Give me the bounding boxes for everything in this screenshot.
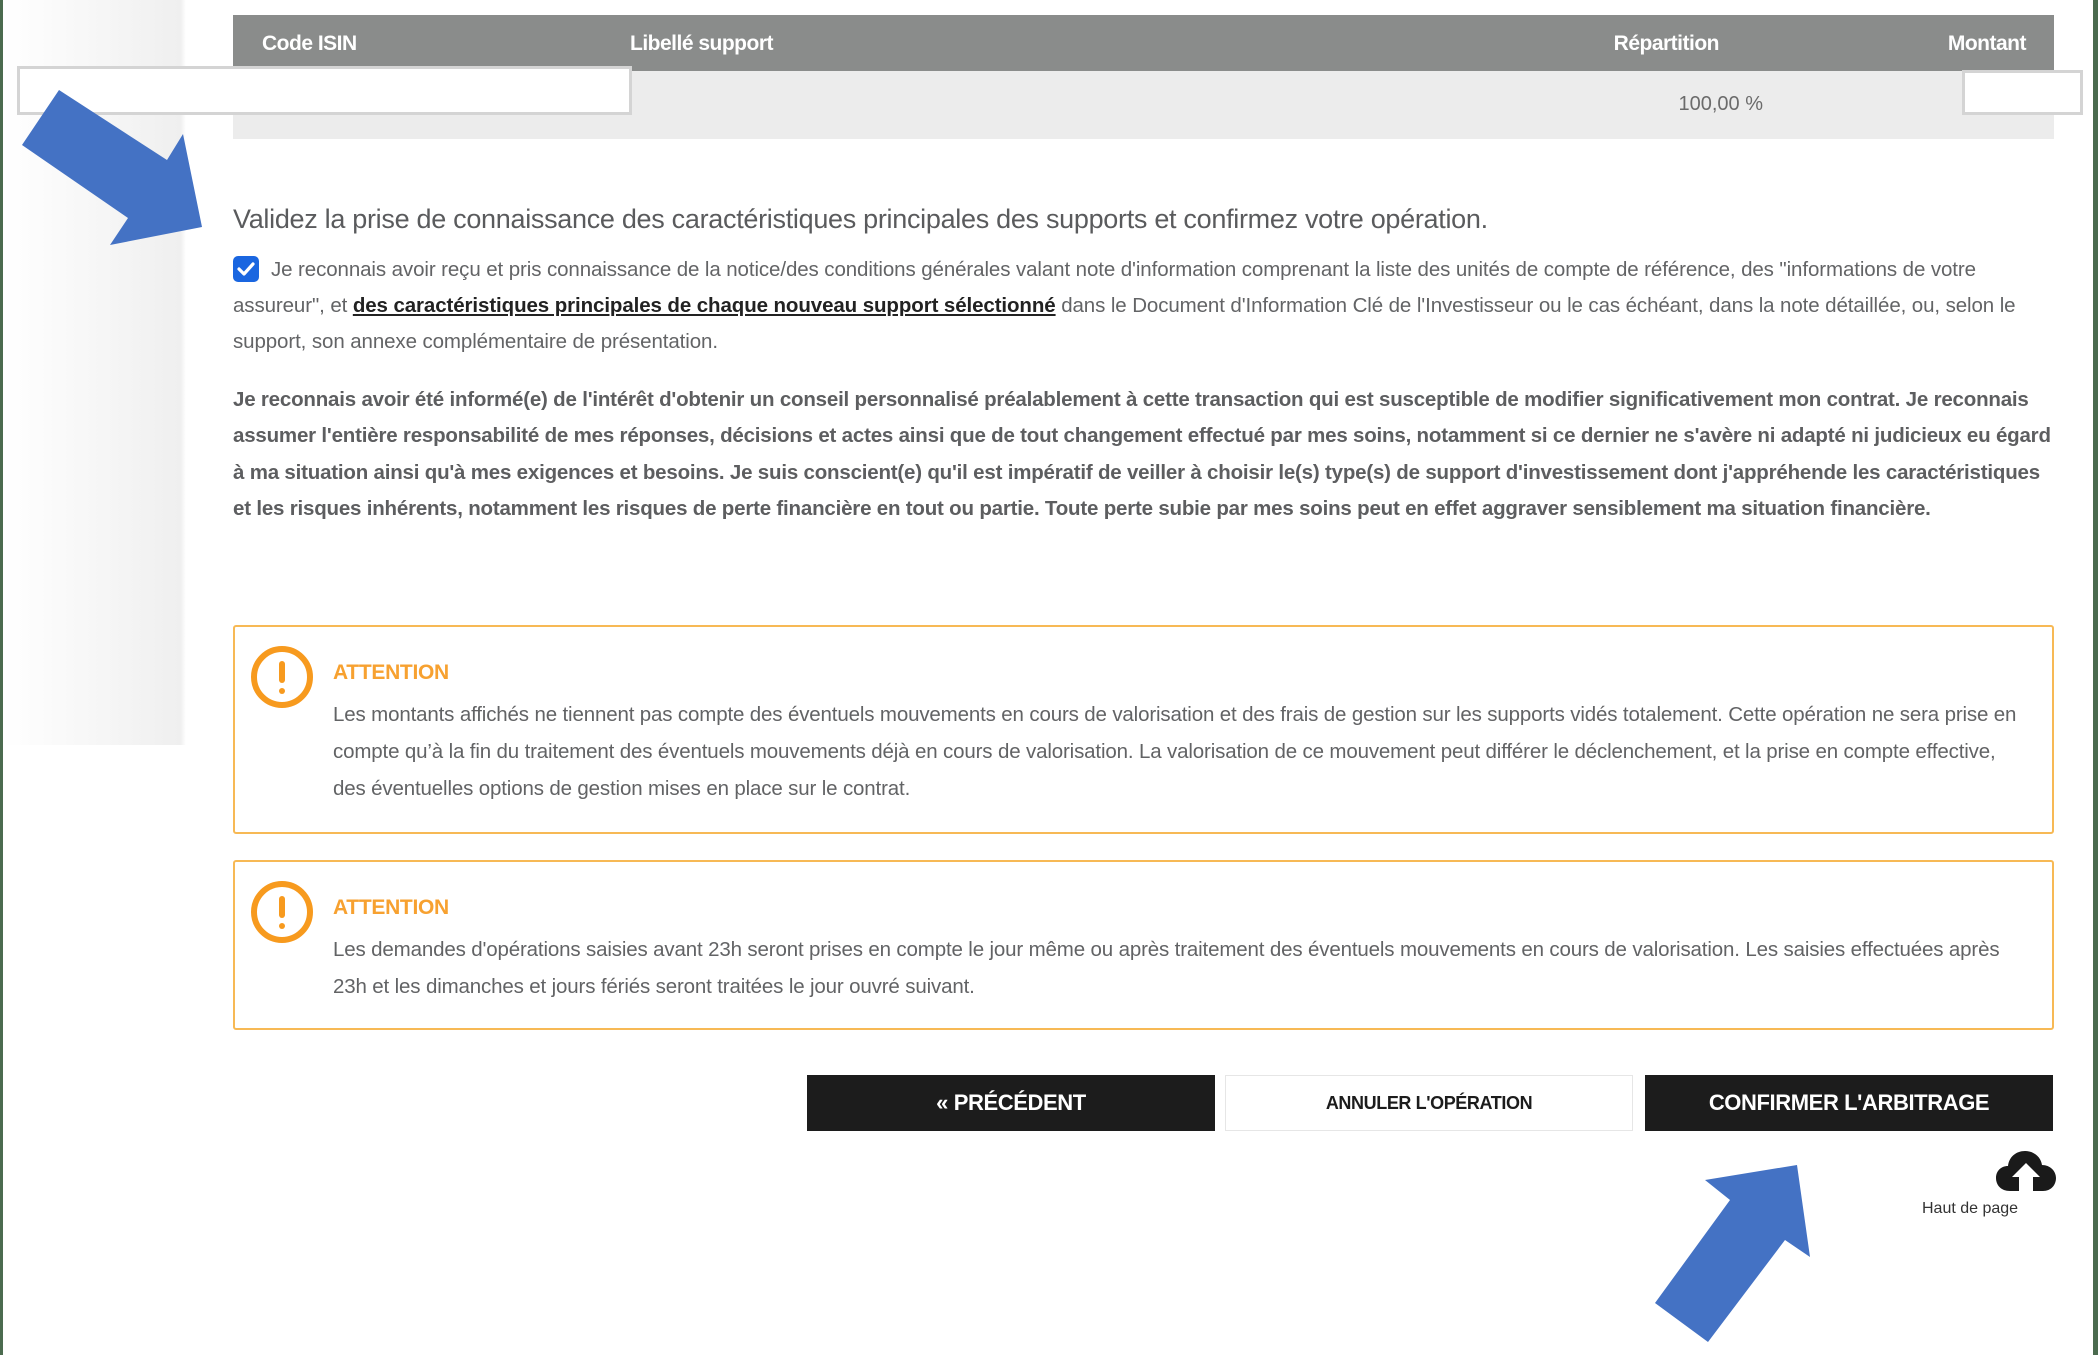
column-header-isin: Code ISIN <box>262 32 357 55</box>
annotation-arrow-down-right-icon <box>0 70 220 260</box>
exclamation-circle-icon <box>251 881 313 943</box>
column-header-montant: Montant <box>1947 32 2026 55</box>
window-frame-right <box>2093 0 2098 1355</box>
checkmark-icon <box>237 261 255 277</box>
cancel-operation-button[interactable]: ANNULER L'OPÉRATION <box>1225 1075 1633 1131</box>
attention-alert-2 <box>233 860 2054 1030</box>
exclamation-circle-icon <box>251 646 313 708</box>
acknowledgement-text-start: Je reconnais avoir reçu et pris connaissance de la notice/des conditions générales valant note d'information comprenant la liste des unités de compte de référence, des "informations de votre assureur", et <box>233 258 1976 317</box>
cloud-upload-icon <box>1996 1149 2056 1193</box>
responsibility-statement: Je reconnais avoir été informé(e) de l'intérêt d'obtenir un conseil personnalisé préalablement à cette transaction qui est susceptible de modifier significativement mon contrat. Je reconnais assumer l'entière responsabilité de mes réponses, décisions et actes ainsi que de tout changement effectué par mes soins, notamment si ce dernier ne s'avère ni adapté ni judicieux eu égard à ma situation ainsi qu'à mes exigences et besoins. Je suis conscient(e) qu'il est impératif de veiller à choisir le(s) type(s) de support d'investissement dont j'appréhende les caractéristiques et les risques inhérents, notamment les risques de perte financière en tout ou partie. Toute perte subie par mes soins peut en effet aggraver sensiblement ma situation financière. <box>233 388 2051 520</box>
confirm-arbitrage-button[interactable]: CONFIRMER L'ARBITRAGE <box>1645 1075 2053 1131</box>
acknowledgement-checkbox[interactable] <box>233 256 259 282</box>
montant-input[interactable] <box>1962 70 2083 115</box>
back-to-top-label: Haut de page <box>1922 1200 2019 1217</box>
alert-title: ATTENTION <box>333 896 449 919</box>
table-header <box>233 15 2054 71</box>
alert-title: ATTENTION <box>333 661 449 684</box>
acknowledgement-block <box>233 252 2063 360</box>
back-to-top-link[interactable] <box>1910 1145 2040 1225</box>
validation-title: Validez la prise de connaissance des caractéristiques principales des supports et confirmez votre opération. <box>233 204 1488 234</box>
previous-button[interactable]: « PRÉCÉDENT <box>807 1075 1215 1131</box>
attention-alert-1 <box>233 625 2054 834</box>
alert-text: Les montants affichés ne tiennent pas compte des éventuels mouvements en cours de valorisation et des frais de gestion sur les supports vidés totalement. Cette opération ne sera prise en compte qu’à la fin du traitement des éventuels mouvements déjà en cours de valorisation. La valorisation de ce mouvement peut différer le déclenchement, et la prise en compte effective, des éventuelles options de gestion mises en place sur le contrat. <box>333 703 2017 800</box>
acknowledgement-text-end: dans le Document d'Information Clé de l'Investisseur ou le cas échéant, dans la note détaillée, ou, selon le support, son annexe complémentaire de présentation. <box>233 294 2016 353</box>
supports-characteristics-link[interactable]: des caractéristiques principales de chaque nouveau support sélectionné <box>352 294 1056 317</box>
column-header-libelle: Libellé support <box>630 32 774 55</box>
column-header-repartition: Répartition <box>1613 32 1719 55</box>
repartition-value: 100,00 % <box>1678 93 1763 115</box>
annotation-arrow-up-right-icon <box>1530 1150 1830 1355</box>
alert-text: Les demandes d'opérations saisies avant 23h seront prises en compte le jour même ou après traitement des éventuels mouvements en cours de valorisation. Les saisies effectuées après 23h et les dimanches et jours fériés seront traitées le jour ouvré suivant. <box>333 938 2000 998</box>
